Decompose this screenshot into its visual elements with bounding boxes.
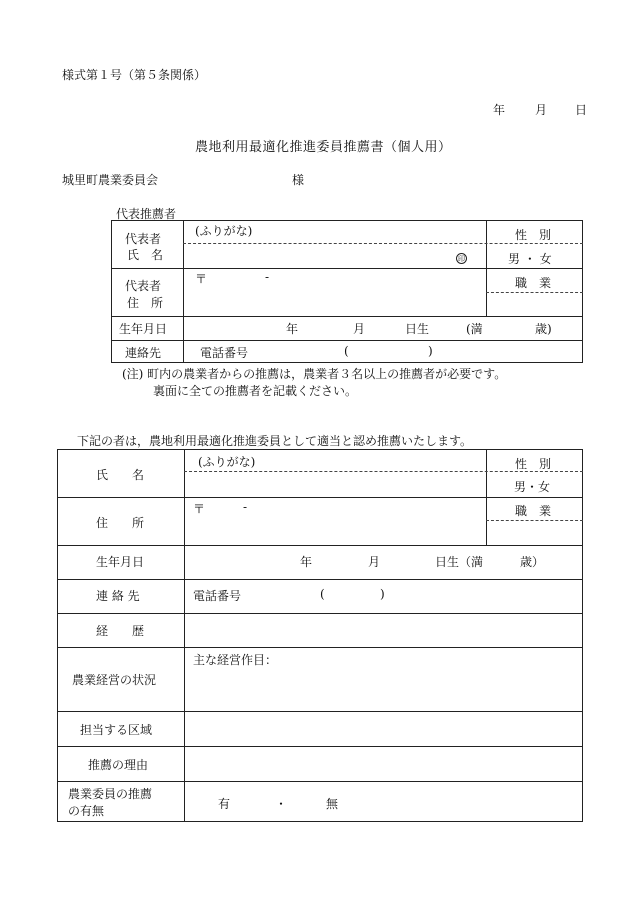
rep-name-label-1: 代表者 [125, 232, 162, 246]
rep-dob-age-open: (満 [466, 322, 483, 336]
addressee: 城里町農業委員会 [62, 173, 159, 187]
page-title: 農地利用最適化推進委員推薦書（個人用） [195, 140, 452, 155]
candidate-row-line [57, 497, 583, 498]
candidate-job-label: 職 業 [515, 504, 552, 518]
form-number: 様式第１号（第５条関係） [62, 68, 207, 82]
candidate-paren-close: ) [380, 587, 385, 601]
candidate-dob-month: 月 [368, 555, 381, 569]
candidate-row-line [57, 545, 583, 546]
candidate-divider-label [184, 449, 185, 822]
rep-furigana: (ふりがな) [195, 224, 253, 238]
candidate-gender-value: 男・女 [514, 480, 551, 494]
rep-paren-open: ( [344, 344, 349, 358]
candidate-row-line [57, 579, 583, 580]
candidate-furigana: (ふりがな) [198, 455, 256, 469]
rep-row-line [111, 340, 583, 341]
rep-addr-label-2: 住 所 [127, 296, 164, 310]
candidate-dob-year: 年 [300, 555, 313, 569]
candidate-committee-label-1: 農業委員の推薦 [68, 787, 153, 801]
date-month: 月 [535, 103, 548, 117]
candidate-job-line [486, 520, 583, 521]
rep-dob-month: 月 [353, 322, 366, 336]
candidate-row-line [57, 746, 583, 747]
rep-row-line [111, 316, 583, 317]
candidate-phone-label: 電話番号 [193, 589, 242, 603]
candidate-dob-age-close: 歳） [520, 555, 545, 569]
rep-contact-label: 連絡先 [125, 346, 162, 360]
rep-name-label-2: 氏 名 [127, 248, 164, 262]
committee-separator: ・ [275, 797, 288, 811]
rep-gender-value: 男 ・ 女 [508, 252, 552, 266]
candidate-row-line [57, 711, 583, 712]
honorific: 様 [292, 173, 305, 187]
rep-gender-label: 性 別 [515, 228, 552, 242]
candidate-career-label: 経 歴 [96, 624, 145, 638]
rep-postal-dash: - [265, 270, 270, 284]
candidate-area-label: 担当する区域 [80, 723, 153, 737]
rep-paren-close: ) [428, 344, 433, 358]
rep-caption: 代表推薦者 [116, 207, 177, 221]
rep-dob-age-close: 歳) [535, 322, 552, 336]
candidate-committee-label-2: の有無 [68, 804, 105, 818]
candidate-reason-label: 推薦の理由 [88, 758, 149, 772]
note-line-2: 裏面に全ての推薦者を記載ください。 [153, 384, 358, 398]
rep-phone-label: 電話番号 [200, 346, 249, 360]
committee-no-option: 無 [326, 797, 339, 811]
rep-job-label: 職 業 [515, 276, 552, 290]
rep-divider-label [183, 220, 184, 363]
rep-postal-mark: 〒 [195, 272, 208, 286]
note-line-1: (注) 町内の農業者からの推薦は，農業者３名以上の推薦者が必要です。 [122, 367, 507, 381]
candidate-intro: 下記の者は，農地利用最適化推進委員として適当と認め推薦いたします。 [77, 434, 473, 448]
rep-row-line [111, 268, 583, 269]
committee-yes-option: 有 [218, 797, 231, 811]
candidate-contact-label: 連 絡 先 [96, 589, 140, 603]
candidate-row-line [57, 647, 583, 648]
candidate-name-label: 氏 名 [96, 468, 145, 482]
candidate-postal-mark: 〒 [193, 502, 206, 516]
candidate-postal-dash: - [243, 500, 248, 514]
rep-job-line [486, 292, 583, 293]
date-day: 日 [575, 103, 588, 117]
candidate-addr-label: 住 所 [96, 516, 145, 530]
candidate-row-line [57, 781, 583, 782]
candidate-main-crops-label: 主な経営作目： [193, 653, 278, 667]
candidate-paren-open: ( [320, 587, 325, 601]
rep-dob-label: 生年月日 [119, 322, 168, 336]
candidate-dob-day-age: 日生（満 [435, 555, 484, 569]
rep-dob-year: 年 [286, 322, 299, 336]
candidate-row-line [57, 613, 583, 614]
rep-furigana-line [183, 243, 583, 244]
candidate-dob-label: 生年月日 [96, 555, 145, 569]
rep-addr-label-1: 代表者 [125, 279, 162, 293]
rep-dob-day: 日生 [405, 322, 430, 336]
candidate-gender-label: 性 別 [515, 457, 552, 471]
date-year: 年 [493, 103, 506, 117]
candidate-farm-status-label: 農業経営の状況 [72, 673, 157, 687]
seal-mark: 印 [458, 255, 465, 263]
